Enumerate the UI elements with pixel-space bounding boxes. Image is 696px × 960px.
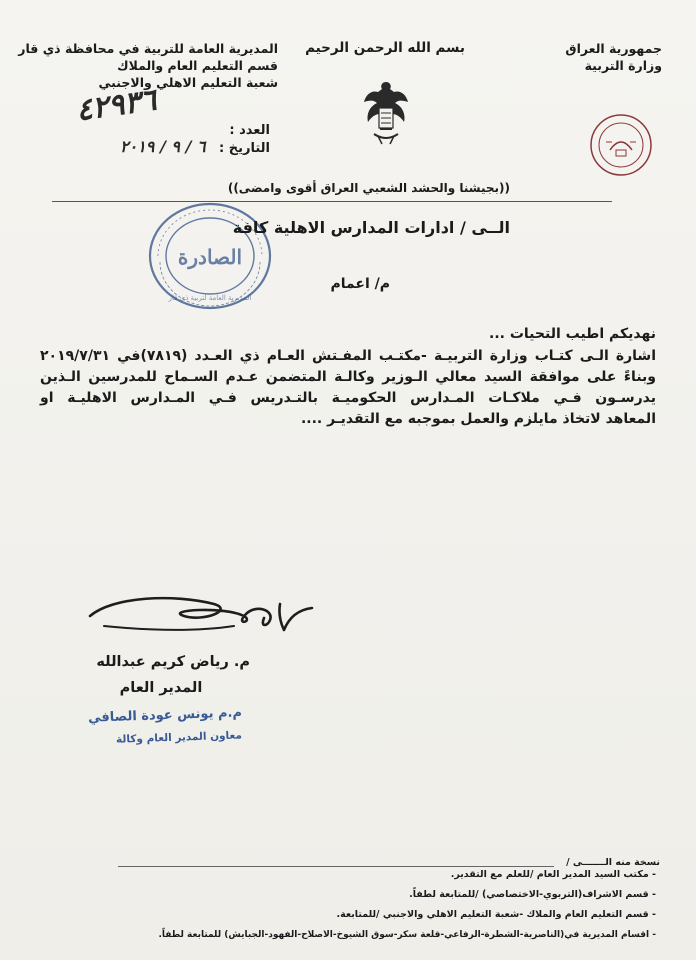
- stamp-icon: [146, 200, 274, 312]
- deputy-stamp-name: م.م يونس عودة الصافي: [87, 705, 243, 726]
- header-left: [18, 40, 278, 91]
- copy-to-item-3-text: قسم التعليم العام والملاك -شعبة التعليم الاهلي والاجنبي /للمتابعة.: [336, 909, 649, 920]
- outgoing-stamp: [146, 200, 274, 312]
- body-line-4: المعاهد لاتخاذ مايلزم والعمل بموجبه مع التقديـر ....: [300, 411, 656, 427]
- country-name: جمهورية العراق: [565, 41, 662, 56]
- date-label: التاريخ :: [219, 141, 270, 156]
- signature-icon: [84, 586, 320, 650]
- copy-to-item-1-text: مكتب السيد المدير العام /للعلم مع التقدير.: [450, 869, 649, 880]
- slogan: ((بجيشنا والحشد الشعبي العراق أقوى وامضى)): [227, 181, 510, 195]
- copy-to-divider: [118, 866, 554, 867]
- body-line-2: وبناءً على موافقة السيد معالي الـوزير وكالـة المتضمن عـدم السـماح للمدرسين الـذين: [40, 369, 656, 385]
- copy-to-item-1: - مكتب السيد المدير العام /للعلم مع التقدير.: [450, 869, 656, 880]
- department-name: قسم التعليم العام والملاك: [117, 58, 278, 73]
- number-value: ٤٢٩٣٦: [73, 82, 159, 129]
- body-line-3: يدرسـون فـي ملاكـات المـدارس الحكوميـة بالتـدريس فـي المـدارس الاهليـة او: [40, 390, 656, 406]
- copy-to-heading: نسخة منه الـــــــى /: [566, 857, 660, 868]
- ministry-name: وزارة التربية: [584, 58, 662, 73]
- copy-to-item-2-text: قسم الاشراف(التربوي-الاختصاصي) /للمتابعة لطفاً.: [409, 889, 649, 900]
- recipient-line: الــى / ادارات المدارس الاهلية كافة: [232, 218, 510, 237]
- signatory-title: المدير العام: [119, 680, 203, 696]
- copy-to-list: [96, 868, 656, 942]
- copy-to-item-4-text: اقسام المديرية في(الناصرية-الشطرة-الرفاعي-قلعة سكر-سوق الشيوخ-الاصلاح-الفهود-الجبايش) للمتابعة لطفاً.: [158, 930, 650, 940]
- greeting: نهديكم اطيب التحيات ...: [489, 326, 656, 342]
- body-line-1: اشارة الـى كتـاب وزارة التربيـة -مكتـب المفـتش العـام ذي العـدد (٧٨١٩)في ٢٠١٩/٧/٣١: [40, 348, 656, 364]
- section-name: شعبة التعليم الاهلي والاجنبي: [98, 75, 278, 90]
- ministry-seal-icon: [588, 112, 654, 178]
- copy-to-item-3: - قسم التعليم العام والملاك -شعبة التعليم الاهلي والاجنبي /للمتابعة.: [336, 909, 656, 920]
- ministry-seal: [588, 112, 654, 178]
- body-paragraph: [40, 346, 656, 430]
- eagle-emblem-icon: [360, 76, 412, 148]
- handwritten-signature: [84, 586, 320, 650]
- slogan-divider: [52, 201, 612, 202]
- stamp-center-text: الصادرة: [177, 245, 243, 269]
- stamp-ring-text: المديرية العامة لتربية ذي قار: [168, 294, 252, 302]
- number-label: العدد :: [229, 123, 270, 138]
- copy-to-item-2: - قسم الاشراف(التربوي-الاختصاصي) /للمتابعة لطفاً.: [409, 889, 656, 900]
- basmala: بسم الله الرحمن الرحيم: [305, 40, 465, 56]
- signatory-name: م. رياض كريم عبدالله: [96, 654, 250, 670]
- date-value: ٦ / ٩ / ٢٠١٩: [120, 137, 206, 156]
- deputy-stamp-title: معاون المدير العام وكالة: [115, 729, 243, 746]
- subject-line: م/ اعمام: [330, 276, 390, 292]
- header-right: [512, 40, 662, 74]
- directorate-name: المديرية العامة للتربية في محافظة ذي قار: [18, 41, 278, 56]
- copy-to-item-4: - اقسام المديرية في(الناصرية-الشطرة-الرفاعي-قلعة سكر-سوق الشيوخ-الاصلاح-الفهود-الجبايش) للمتابعة لطفاً.: [158, 930, 656, 940]
- iraq-emblem: [360, 76, 412, 148]
